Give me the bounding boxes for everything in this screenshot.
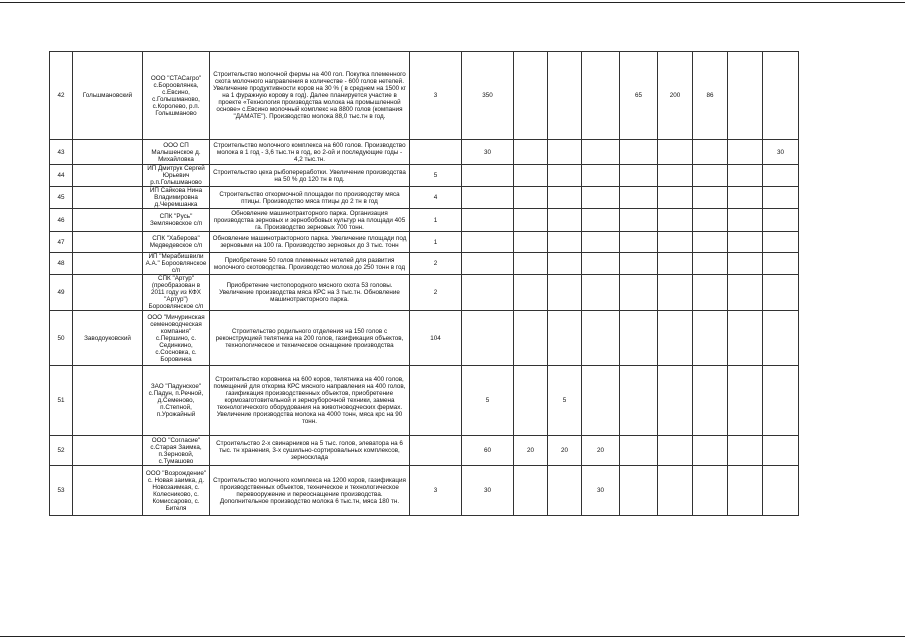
row-number-cell: 52: [50, 436, 73, 466]
district-cell: [73, 165, 143, 187]
district-cell: [73, 275, 143, 311]
description-cell: Строительство молочной фермы на 400 гол. Покупка племенного скота молочного направления в количестве - 600 голов нетелей. Увеличение продуктивности коров на 30 % ( в среднем на 1500 кг на 1 фуражную корову в год). Далее планируется участие в проекте «Технология производства молока на промышленной основе» с.Евсино молочный комплекс на 8800 голов (компания "ДАМАТЕ"). Производство молока 88,0 тыс.тн в год.: [210, 52, 410, 140]
organization-cell: ИП "Мерабишвили А.А." Бороовлянское с/п: [143, 253, 210, 275]
organization-cell: ООО "СТАСагро" с.Бороовлянка, с.Евсино, с.Голышманово, с.Королево, р.п. Голышманово: [143, 52, 210, 140]
description-cell: Приобретение чистопородного мясного скота 53 головы. Увеличение производства мяса КРС на 3 тыс.тн. Обновление машинотракторного парка.: [210, 275, 410, 311]
value-cell: 30: [462, 140, 514, 165]
description-cell: Строительство молочного комплекса на 600 голов. Производство молока в 1 год - 3,6 тыс.тн в год, во 2-ой и последующие годы - 4,2 тыс.тн.: [210, 140, 410, 165]
value-cell: 20: [514, 436, 548, 466]
value-cell: 200: [658, 52, 693, 140]
value-cell: [620, 311, 658, 366]
organization-cell: ООО СП Малышенское д. Михайловка: [143, 140, 210, 165]
value-cell: [763, 209, 799, 232]
value-cell: [728, 165, 763, 187]
district-cell: [73, 253, 143, 275]
value-cell: 86: [693, 52, 728, 140]
table-row: [50, 253, 799, 275]
value-cell: [728, 140, 763, 165]
value-cell: [514, 165, 548, 187]
description-cell: Строительство родильного отделения на 150 голов с реконструкцией телятника на 200 голов, газификация объектов, технологическое и техническое оснащение производства: [210, 311, 410, 366]
value-cell: 30: [462, 466, 514, 516]
value-cell: [582, 187, 620, 209]
district-cell: [73, 466, 143, 516]
row-number-cell: 45: [50, 187, 73, 209]
district-cell: [73, 187, 143, 209]
value-cell: 20: [582, 436, 620, 466]
value-cell: [582, 140, 620, 165]
row-number-cell: 46: [50, 209, 73, 232]
organization-cell: ЗАО "Падунское" с.Падун, п.Речной, д.Семеново, п.Степной, п.Урожайный: [143, 366, 210, 436]
program-table: [49, 51, 799, 516]
value-cell: [548, 232, 582, 253]
value-cell: [548, 140, 582, 165]
value-cell: [693, 466, 728, 516]
value-cell: [514, 366, 548, 436]
value-cell: [582, 232, 620, 253]
value-cell: [763, 165, 799, 187]
top-border-line: [0, 2, 905, 3]
value-cell: [582, 165, 620, 187]
value-cell: [693, 311, 728, 366]
value-cell: [728, 466, 763, 516]
value-cell: [462, 165, 514, 187]
value-cell: [728, 253, 763, 275]
value-cell: [620, 187, 658, 209]
value-cell: [514, 275, 548, 311]
value-cell: [620, 436, 658, 466]
value-cell: [548, 187, 582, 209]
value-cell: [548, 466, 582, 516]
value-cell: [582, 366, 620, 436]
value-cell: [658, 366, 693, 436]
value-cell: 65: [620, 52, 658, 140]
description-cell: Строительство 2-х свинарников на 5 тыс. голов, элеватора на 6 тыс. тн хранения, 3-х сушильно-сортировальных комплексов, зерносклада: [210, 436, 410, 466]
organization-cell: СПК "Хаберова" Медведевское с/п: [143, 232, 210, 253]
value-cell: [462, 187, 514, 209]
value-cell: [763, 275, 799, 311]
value-cell: [693, 140, 728, 165]
value-cell: 3: [410, 52, 462, 140]
value-cell: [548, 275, 582, 311]
organization-cell: ООО "Возрождение" с. Новая заимка, д. Новозаимкая, с. Колесниково, с. Комиссарово, с. Бителя: [143, 466, 210, 516]
table-row: [50, 232, 799, 253]
description-cell: Строительство коровника на 600 коров, телятника на 400 голов, помещений для откорма КРС мясного направления на 400 голов, газификация производственных объектов, приобретение кормозаготовительной и зерноуборочной техники, замена технологического оборудования на животноводческих фермах. Увеличение производства молока на 4000 тонн, мяса крс на 90 тонн.: [210, 366, 410, 436]
table-row: [50, 275, 799, 311]
row-number-cell: 48: [50, 253, 73, 275]
value-cell: 5: [462, 366, 514, 436]
value-cell: [728, 52, 763, 140]
value-cell: [620, 466, 658, 516]
value-cell: [620, 275, 658, 311]
table-row: [50, 311, 799, 366]
value-cell: [728, 436, 763, 466]
value-cell: [693, 275, 728, 311]
value-cell: [763, 232, 799, 253]
value-cell: [658, 232, 693, 253]
value-cell: [462, 275, 514, 311]
row-number-cell: 49: [50, 275, 73, 311]
value-cell: [658, 140, 693, 165]
value-cell: [620, 209, 658, 232]
value-cell: [728, 311, 763, 366]
value-cell: [410, 140, 462, 165]
value-cell: [693, 232, 728, 253]
row-number-cell: 50: [50, 311, 73, 366]
value-cell: [514, 232, 548, 253]
value-cell: [620, 253, 658, 275]
value-cell: [462, 311, 514, 366]
value-cell: [514, 311, 548, 366]
row-number-cell: 51: [50, 366, 73, 436]
organization-cell: СПК "Русь" Земляновское с/п: [143, 209, 210, 232]
value-cell: [658, 165, 693, 187]
row-number-cell: 53: [50, 466, 73, 516]
table-row: [50, 366, 799, 436]
value-cell: [514, 187, 548, 209]
description-cell: Строительство молочного комплекса на 1200 коров, газификация производственных объектов, техническое и технологическое перевооружение и переоснащение производства. Дополнительное производство молока 6 тыс.тн, мяса 180 тн.: [210, 466, 410, 516]
value-cell: [514, 209, 548, 232]
value-cell: 350: [462, 52, 514, 140]
bottom-border-line: [0, 636, 905, 637]
value-cell: [410, 436, 462, 466]
table-row: [50, 140, 799, 165]
value-cell: 30: [763, 140, 799, 165]
table-row: [50, 436, 799, 466]
value-cell: [620, 165, 658, 187]
value-cell: [514, 253, 548, 275]
value-cell: [658, 436, 693, 466]
organization-cell: ООО "Согласие" с.Старая Заимка, п.Зерновой, с.Тумашово: [143, 436, 210, 466]
value-cell: [548, 52, 582, 140]
row-number-cell: 47: [50, 232, 73, 253]
district-cell: [73, 209, 143, 232]
value-cell: [763, 253, 799, 275]
description-cell: Приобретение 50 голов племенных нетелей для развития молочного скотоводства. Производство молока до 250 тонн в год: [210, 253, 410, 275]
value-cell: 30: [582, 466, 620, 516]
value-cell: [693, 209, 728, 232]
value-cell: [728, 275, 763, 311]
description-cell: Обновление машинотракторного парка. Организация производства зерновых и зернобобовых культур на площади 405 га. Производство зерновых 700 тонн.: [210, 209, 410, 232]
value-cell: [582, 52, 620, 140]
value-cell: [548, 253, 582, 275]
value-cell: [658, 187, 693, 209]
organization-cell: ООО "Мичуринская семеноводческая компания" с.Першино, с. Сединкино, с.Сосновка, с. Боровинка: [143, 311, 210, 366]
value-cell: [548, 311, 582, 366]
value-cell: 60: [462, 436, 514, 466]
value-cell: [582, 311, 620, 366]
value-cell: [658, 209, 693, 232]
value-cell: [410, 366, 462, 436]
value-cell: 2: [410, 253, 462, 275]
value-cell: [620, 140, 658, 165]
table-body: [50, 52, 799, 516]
value-cell: 1: [410, 232, 462, 253]
value-cell: [693, 187, 728, 209]
organization-cell: ИП Сайкова Нина Владимировна д.Черемшанка: [143, 187, 210, 209]
table-row: [50, 165, 799, 187]
district-cell: Гольшмановский: [73, 52, 143, 140]
organization-cell: ИП Дмитрук Сергей Юрьевич р.п.Голышманово: [143, 165, 210, 187]
value-cell: [693, 165, 728, 187]
organization-cell: СПК "Артур" (преобразован в 2011 году из КФХ "Артур") Бороовлянское с/п: [143, 275, 210, 311]
row-number-cell: 44: [50, 165, 73, 187]
table-row: [50, 187, 799, 209]
row-number-cell: 43: [50, 140, 73, 165]
value-cell: [658, 311, 693, 366]
value-cell: 5: [410, 165, 462, 187]
description-cell: Обновление машинотракторного парка. Увеличение площади под зерновыми на 100 га. Производство зерновых до 3 тыс. тонн: [210, 232, 410, 253]
district-cell: [73, 436, 143, 466]
description-cell: Строительство цеха рыбопереработки. Увеличение производства на 50 % до 120 тн в год.: [210, 165, 410, 187]
value-cell: [582, 253, 620, 275]
district-cell: [73, 140, 143, 165]
value-cell: [462, 209, 514, 232]
value-cell: [693, 253, 728, 275]
value-cell: [514, 52, 548, 140]
value-cell: [658, 275, 693, 311]
value-cell: [514, 140, 548, 165]
value-cell: 2: [410, 275, 462, 311]
table-row: [50, 466, 799, 516]
value-cell: [693, 366, 728, 436]
value-cell: [763, 52, 799, 140]
value-cell: [728, 232, 763, 253]
value-cell: [462, 232, 514, 253]
value-cell: 20: [548, 436, 582, 466]
value-cell: 4: [410, 187, 462, 209]
table-row: [50, 52, 799, 140]
value-cell: 5: [548, 366, 582, 436]
description-cell: Строительство откормочной площадки по производству мяса птицы. Производство мяса птицы до 2 тн в год: [210, 187, 410, 209]
value-cell: [620, 366, 658, 436]
value-cell: [763, 436, 799, 466]
value-cell: [658, 253, 693, 275]
value-cell: [548, 165, 582, 187]
value-cell: [658, 466, 693, 516]
value-cell: [582, 209, 620, 232]
value-cell: [582, 275, 620, 311]
value-cell: 1: [410, 209, 462, 232]
value-cell: [763, 311, 799, 366]
value-cell: [728, 366, 763, 436]
row-number-cell: 42: [50, 52, 73, 140]
district-cell: [73, 232, 143, 253]
district-cell: [73, 366, 143, 436]
value-cell: [693, 436, 728, 466]
value-cell: [620, 232, 658, 253]
value-cell: [763, 466, 799, 516]
value-cell: [728, 209, 763, 232]
value-cell: 3: [410, 466, 462, 516]
value-cell: [763, 366, 799, 436]
table-row: [50, 209, 799, 232]
value-cell: [728, 187, 763, 209]
value-cell: [548, 209, 582, 232]
value-cell: [462, 253, 514, 275]
district-cell: Заводоуковский: [73, 311, 143, 366]
value-cell: 104: [410, 311, 462, 366]
value-cell: [514, 466, 548, 516]
value-cell: [763, 187, 799, 209]
